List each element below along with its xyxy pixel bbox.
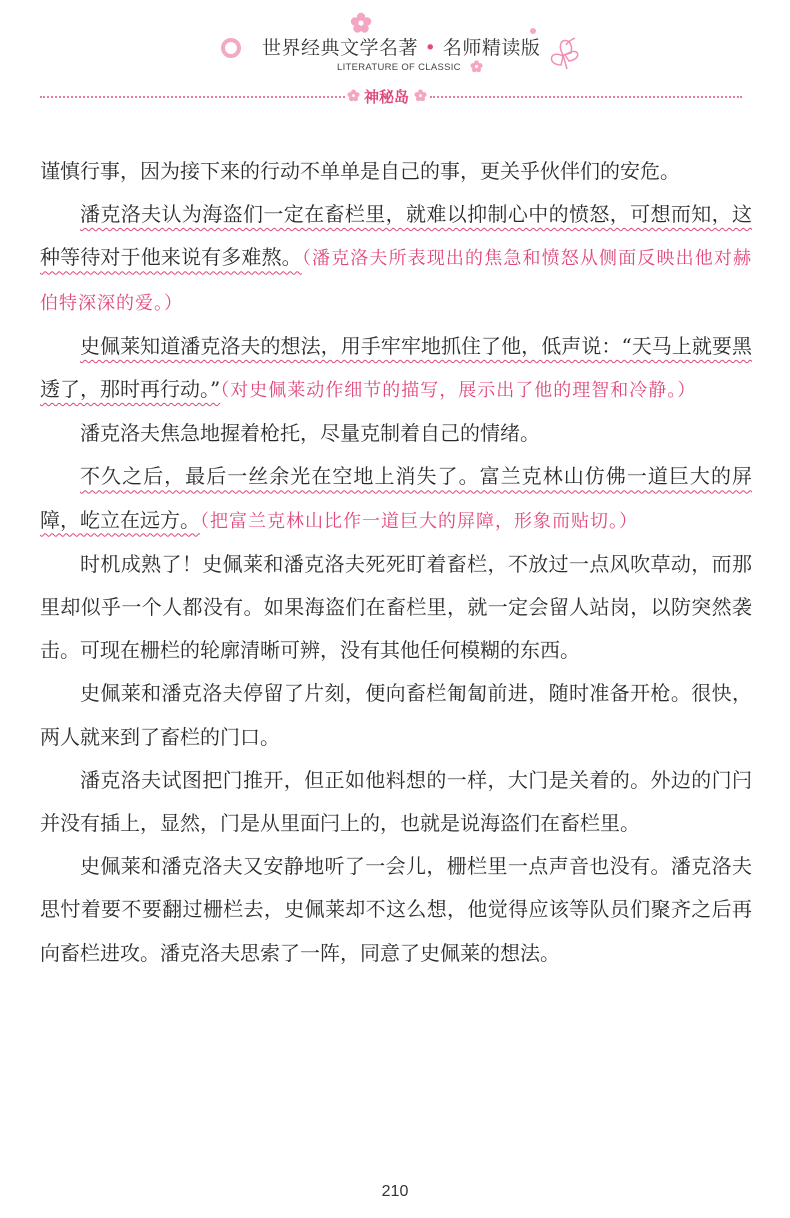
book-name: 神秘岛	[364, 88, 410, 106]
flower-icon	[470, 60, 483, 73]
paragraph	[40, 672, 752, 758]
flower-icon	[350, 12, 372, 34]
body-text	[40, 150, 752, 975]
butterfly-icon	[545, 35, 583, 75]
annotation-note: （潘克洛夫所表现出的焦急和愤怒从侧面反映出他对赫伯特深深的爱。）	[40, 248, 753, 314]
annotation-note: （把富兰克林山比作一道巨大的屏障，形象而贴切。）	[200, 510, 638, 532]
highlighted-sentence: 不久之后，最后一丝余光在空地上消失了。富兰克林山仿佛一道巨大的屏障，屹立在远方。	[40, 464, 752, 532]
highlighted-sentence: 潘克洛夫认为海盗们一定在畜栏里，就难以抑制心中的愤怒，可想而知，这种等待对于他来说有多难熬。	[40, 202, 752, 270]
body-sentence: 史佩莱和潘克洛夫停留了片刻，便向畜栏匍匐前进，随时准备开枪。很快，两人就来到了畜栏的门口。	[40, 681, 752, 749]
paragraph	[40, 455, 752, 542]
series-title-dot: •	[424, 37, 437, 59]
body-sentence: 谨慎行事，因为接下来的行动不单单是自己的事，更关乎伙伴们的安危。	[40, 159, 680, 183]
series-subtitle: LITERATURE OF CLASSIC	[337, 62, 461, 73]
flower-icon	[347, 89, 360, 102]
page-number: 210	[381, 1183, 409, 1200]
series-title-edition: 名师精读版	[442, 37, 541, 59]
body-sentence: 史佩莱和潘克洛夫又安静地听了一会儿，栅栏里一点声音也没有。潘克洛夫思忖着要不要翻过栅栏去，史佩莱却不这么想，他觉得应该等队员们聚齐之后再向畜栏进攻。潘克洛夫思索了一阵，同意了史佩莱的想法。	[40, 854, 752, 965]
ring-icon	[221, 38, 241, 58]
annotation-note: （对史佩莱动作细节的描写，展示出了他的理智和冷静。）	[220, 380, 697, 402]
paragraph	[40, 193, 752, 325]
header-rule-left	[40, 96, 345, 98]
paragraph	[40, 759, 752, 845]
paragraph	[40, 325, 752, 412]
highlighted-sentence: 史佩莱知道潘克洛夫的想法，用手牢牢地抓住了他，低声说：“天马上就要黑透了，那时再行动。”	[40, 333, 752, 402]
body-sentence: 潘克洛夫试图把门推开，但正如他料想的一样，大门是关着的。外边的门闩并没有插上，显然，门是从里面闩上的，也就是说海盗们在畜栏里。	[40, 767, 752, 836]
body-sentence: 时机成熟了！史佩莱和潘克洛夫死死盯着畜栏，不放过一点风吹草动，而那里却似乎一个人都没有。如果海盗们在畜栏里，就一定会留人站岗，以防突然袭击。可现在栅栏的轮廓清晰可辨，没有其他任何模糊的东西。	[40, 551, 752, 663]
body-sentence: 潘克洛夫焦急地握着枪托，尽量克制着自己的情绪。	[80, 421, 540, 446]
paragraph	[40, 845, 752, 975]
page-header	[0, 0, 790, 110]
series-title-main: 世界经典文学名著	[262, 37, 419, 59]
flower-icon	[414, 89, 427, 102]
paragraph	[40, 150, 752, 193]
series-title	[262, 33, 540, 60]
header-rule-right	[430, 96, 742, 98]
paragraph	[40, 543, 752, 673]
paragraph	[40, 412, 752, 455]
